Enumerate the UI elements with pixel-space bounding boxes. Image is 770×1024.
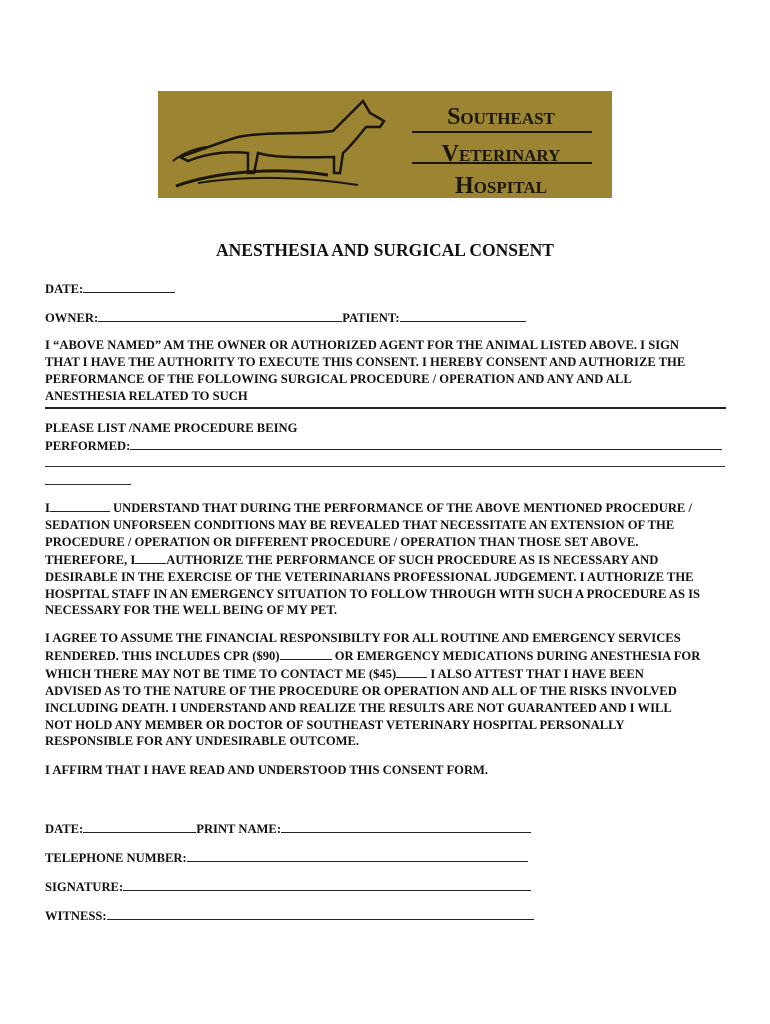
initial-prefix: I bbox=[45, 501, 50, 515]
procedure-prompt: PLEASE LIST /NAME PROCEDURE BEING bbox=[45, 421, 298, 435]
procedure-blank-line-3[interactable] bbox=[45, 484, 131, 485]
affirm-statement: I AFFIRM THAT I HAVE READ AND UNDERSTOOD THIS CONSENT FORM. bbox=[45, 763, 489, 777]
consent-line: PERFORMANCE OF THE FOLLOWING SURGICAL PROCEDURE / OPERATION AND ANY AND ALL bbox=[45, 371, 632, 386]
signature-label: SIGNATURE: bbox=[45, 880, 124, 894]
telephone-row bbox=[45, 849, 528, 867]
understand-line bbox=[45, 499, 735, 517]
financial-line: RESPONSIBLE FOR ANY UNDESIRABLE OUTCOME. bbox=[45, 734, 360, 749]
telephone-blank[interactable] bbox=[187, 849, 528, 862]
owner-patient-row bbox=[45, 309, 526, 327]
financial-line: ADVISED AS TO THE NATURE OF THE PROCEDURE OR OPERATION AND ALL OF THE RISKS INVOLVED bbox=[45, 683, 677, 698]
cpr-text: RENDERED. THIS INCLUDES CPR ($90) bbox=[45, 648, 280, 663]
hospital-logo bbox=[158, 91, 612, 198]
understand-line: SEDATION UNFORSEEN CONDITIONS MAY BE REVEALED THAT NECESSITATE AN EXTENSION OF THE bbox=[45, 517, 675, 532]
patient-blank[interactable] bbox=[400, 309, 526, 322]
page-title: ANESTHESIA AND SURGICAL CONSENT bbox=[216, 240, 554, 260]
sig-date-blank[interactable] bbox=[83, 820, 196, 833]
date-field[interactable] bbox=[45, 280, 175, 298]
patient-label: PATIENT: bbox=[342, 311, 400, 325]
sig-date-label: DATE: bbox=[45, 822, 84, 836]
consent-paragraph bbox=[45, 337, 735, 405]
financial-line bbox=[45, 647, 735, 665]
procedure-blank-line-2[interactable] bbox=[45, 466, 725, 467]
logo-line-3: Hospital bbox=[454, 173, 548, 199]
logo-line-2: Veterinary bbox=[441, 141, 561, 167]
authorize-text: AUTHORIZE THE PERFORMANCE OF SUCH PROCEDURE AS IS NECESSARY AND bbox=[166, 552, 659, 567]
understand-line: DESIRABLE IN THE EXERCISE OF THE VETERINARIANS PROFESSIONAL JUDGEMENT. I AUTHORIZE THE bbox=[45, 569, 694, 584]
contact-initial-blank[interactable] bbox=[396, 665, 427, 678]
contact-text: WHICH THERE MAY NOT BE TIME TO CONTACT ME ($45) bbox=[45, 666, 397, 681]
understand-paragraph bbox=[45, 499, 735, 619]
print-name-blank[interactable] bbox=[281, 820, 531, 833]
consent-line: ANESTHESIA RELATED TO SUCH bbox=[45, 388, 248, 403]
witness-blank[interactable] bbox=[107, 907, 534, 920]
understand-text: UNDERSTAND THAT DURING THE PERFORMANCE OF THE ABOVE MENTIONED PROCEDURE / bbox=[109, 501, 692, 515]
print-name-label: PRINT NAME: bbox=[196, 822, 282, 836]
date-label: DATE: bbox=[45, 282, 84, 296]
dog-silhouette-icon bbox=[158, 91, 408, 198]
initial-blank-2[interactable] bbox=[135, 551, 166, 564]
performed-label: PERFORMED: bbox=[45, 439, 131, 453]
meds-text: OR EMERGENCY MEDICATIONS DURING ANESTHESIA FOR bbox=[331, 648, 701, 663]
owner-label: OWNER: bbox=[45, 311, 99, 325]
initial-blank[interactable] bbox=[50, 499, 110, 512]
procedure-blank[interactable] bbox=[130, 437, 722, 450]
financial-line bbox=[45, 665, 735, 683]
understand-line: PROCEDURE / OPERATION OR DIFFERENT PROCEDURE / OPERATION THAN THOSE SET ABOVE. bbox=[45, 534, 639, 549]
therefore-prefix: THEREFORE, I bbox=[45, 552, 136, 567]
logo-divider bbox=[412, 131, 592, 133]
logo-line-1: Southeast bbox=[447, 104, 555, 130]
consent-line: THAT I HAVE THE AUTHORITY TO EXECUTE THIS CONSENT. I HEREBY CONSENT AND AUTHORIZE THE bbox=[45, 354, 686, 369]
signature-row bbox=[45, 878, 531, 896]
procedure-field[interactable] bbox=[45, 437, 722, 455]
financial-line: NOT HOLD ANY MEMBER OR DOCTOR OF SOUTHEAST VETERINARY HOSPITAL PERSONALLY bbox=[45, 717, 625, 732]
understand-line: NECESSARY FOR THE WELL BEING OF MY PET. bbox=[45, 603, 338, 618]
financial-paragraph bbox=[45, 630, 735, 750]
financial-line: INCLUDING DEATH. I UNDERSTAND AND REALIZE THE RESULTS ARE NOT GUARANTEED AND I WILL bbox=[45, 700, 672, 715]
witness-label: WITNESS: bbox=[45, 909, 107, 923]
understand-line: HOSPITAL STAFF IN AN EMERGENCY SITUATION TO FOLLOW THROUGH WITH SUCH A PROCEDURE AS IS bbox=[45, 586, 701, 601]
cpr-initial-blank[interactable] bbox=[280, 647, 332, 660]
financial-line: I AGREE TO ASSUME THE FINANCIAL RESPONSIBILTY FOR ALL ROUTINE AND EMERGENCY SERVICES bbox=[45, 631, 681, 645]
witness-row bbox=[45, 907, 534, 925]
consent-line: I “ABOVE NAMED” AM THE OWNER OR AUTHORIZED AGENT FOR THE ANIMAL LISTED ABOVE. I SIGN bbox=[45, 338, 680, 352]
date-printname-row bbox=[45, 820, 531, 838]
signature-blank[interactable] bbox=[123, 878, 531, 891]
attest-text: I ALSO ATTEST THAT I HAVE BEEN bbox=[427, 666, 644, 681]
date-blank[interactable] bbox=[83, 280, 175, 293]
understand-line bbox=[45, 551, 735, 569]
owner-blank[interactable] bbox=[98, 309, 342, 322]
section-divider bbox=[45, 407, 726, 409]
telephone-label: TELEPHONE NUMBER: bbox=[45, 851, 187, 865]
